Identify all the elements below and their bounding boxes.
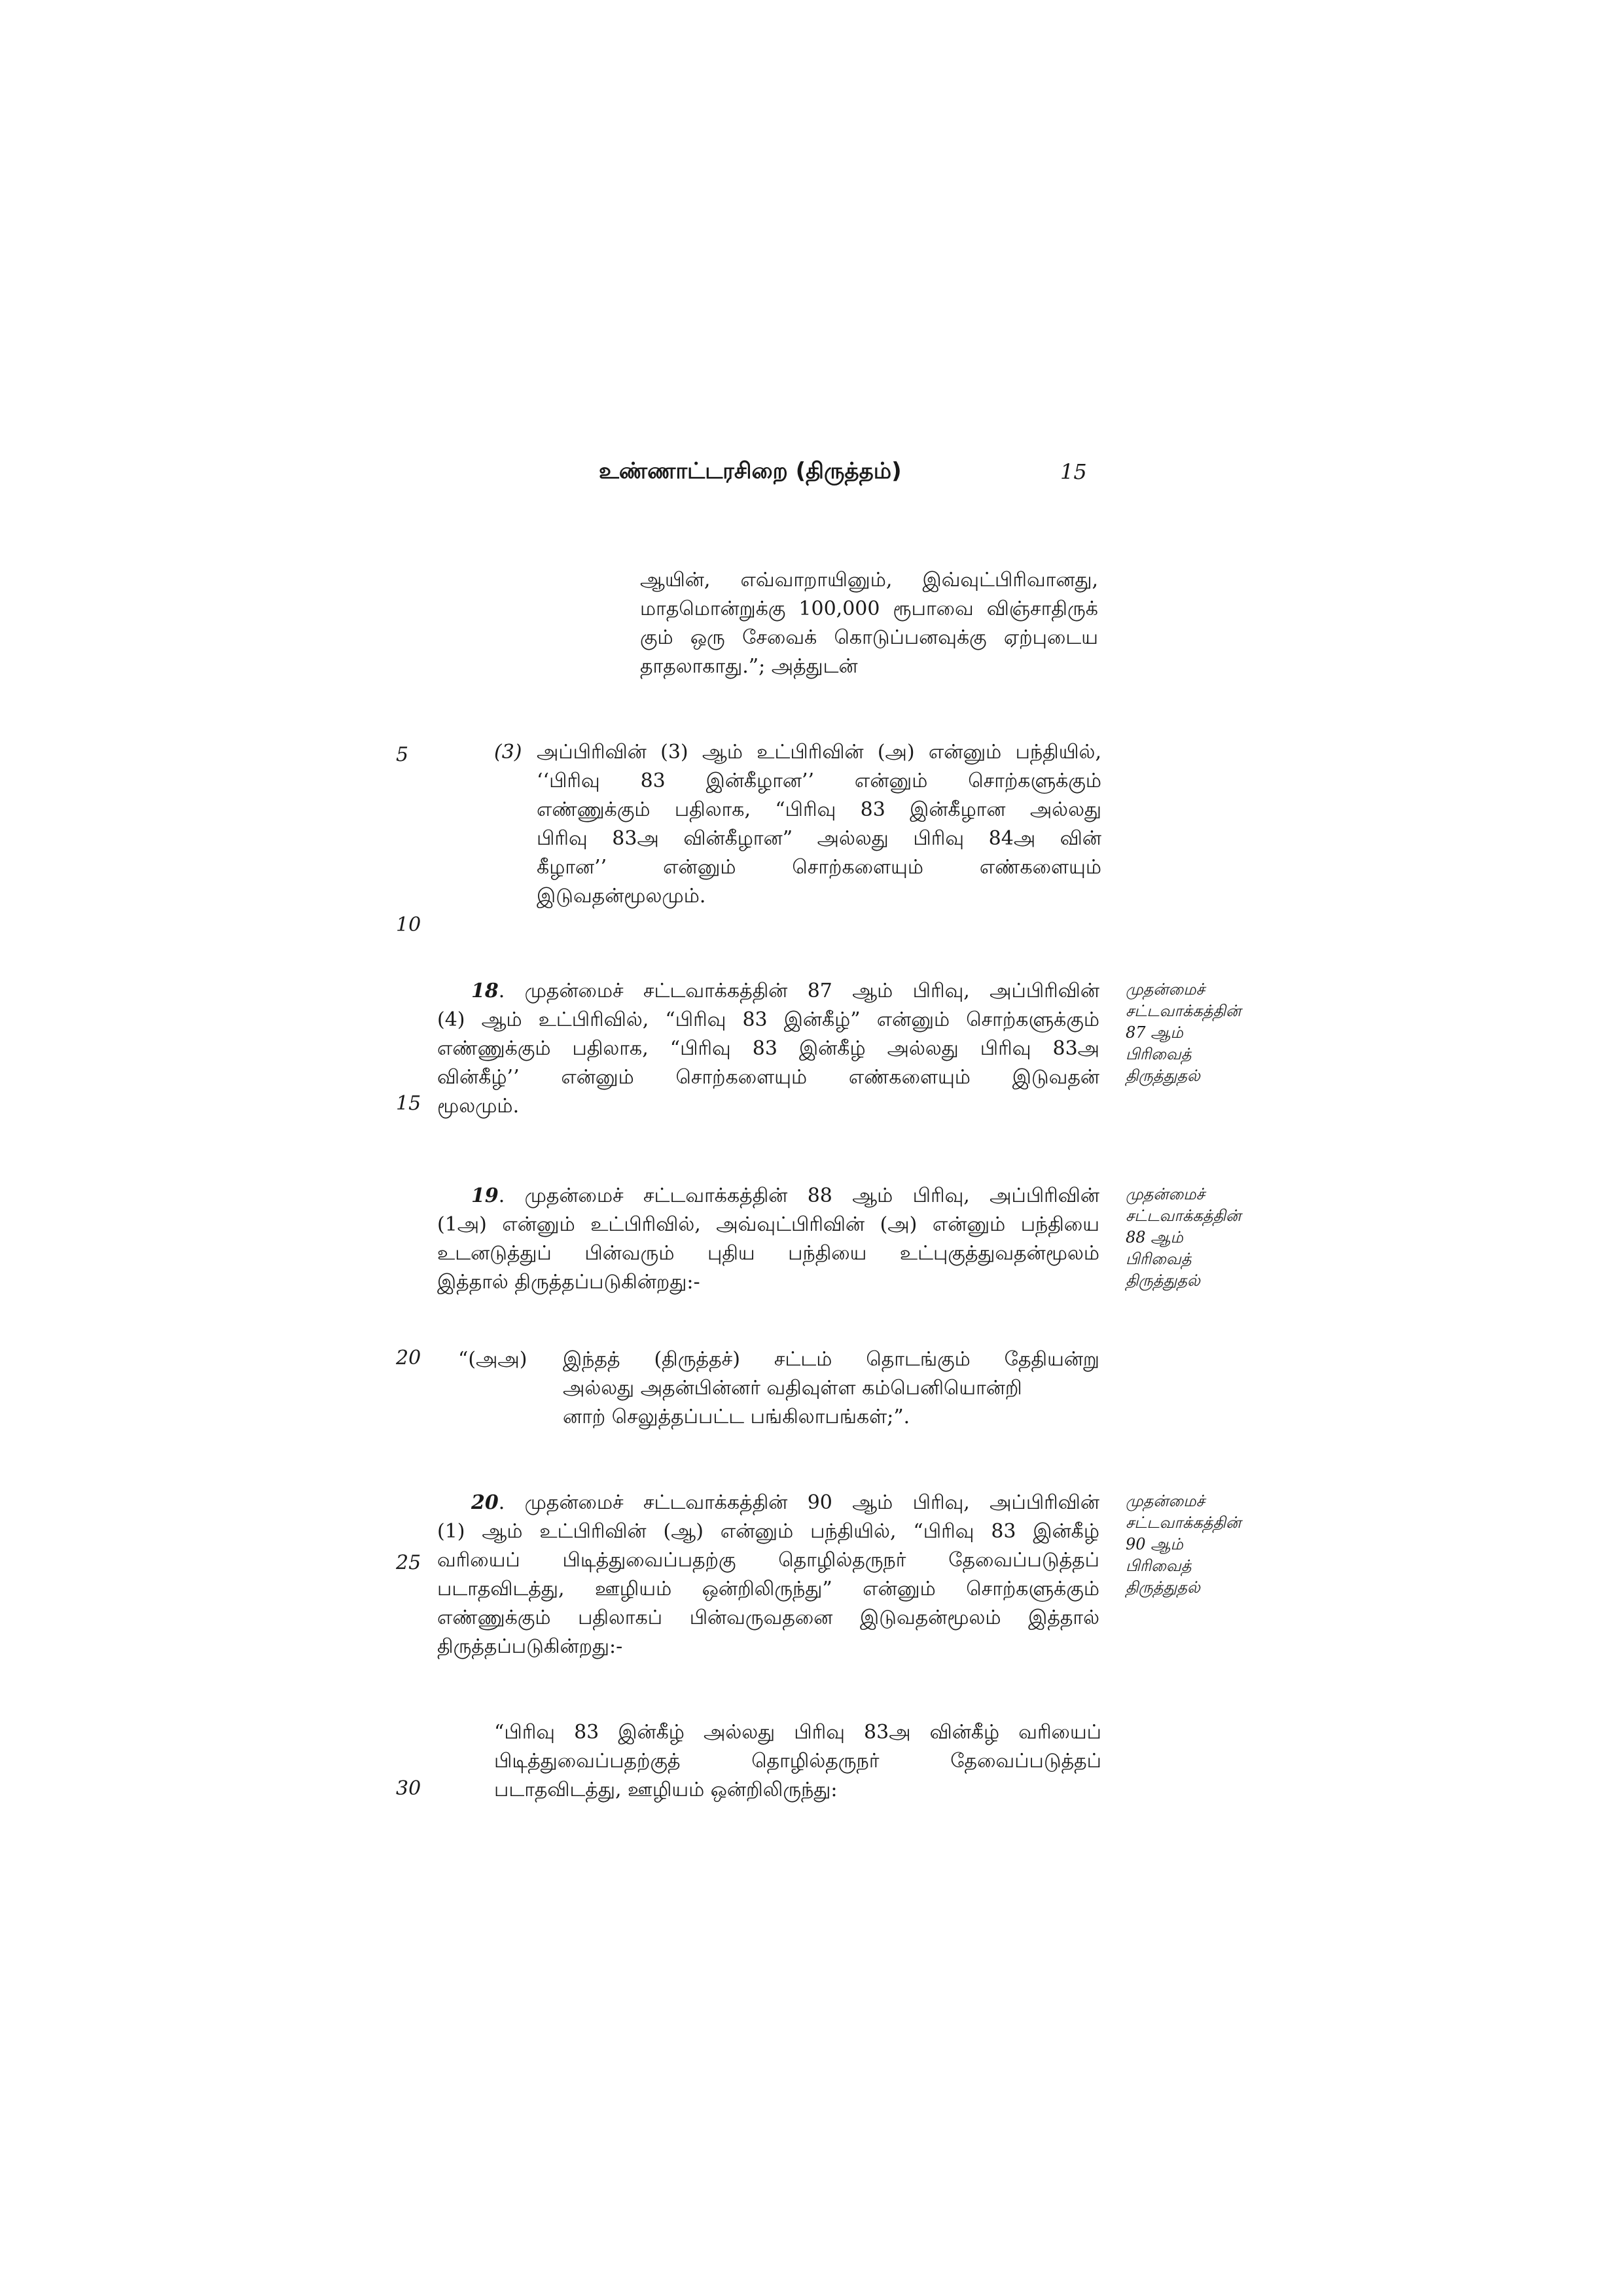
margin-note-20: [1126, 1491, 1270, 1598]
subsection-number: (3): [494, 741, 522, 764]
text-line: பிரிவு 83அ வின்கீழான” அல்லது பிரிவு 84அ வின்: [537, 827, 1101, 850]
paragraph-label: “(அஅ): [458, 1348, 527, 1371]
line-number: 15: [396, 1092, 421, 1115]
text-line: உடனடுத்துப் பின்வரும் புதிய பந்தியை உட்புகுத்துவதன்மூலம்: [437, 1242, 1099, 1265]
line-number: 5: [396, 743, 409, 766]
margin-note-line: முதன்மைச்: [1126, 980, 1205, 998]
margin-note-line: பிரிவைத்: [1126, 1045, 1192, 1063]
text-line: அப்பிரிவின் (3) ஆம் உட்பிரிவின் (அ) என்னும் பந்தியில்,: [537, 741, 1101, 764]
text-line: கீழான’’ என்னும் சொற்களையும் எண்களையும்: [537, 856, 1101, 879]
line-number: 30: [396, 1777, 421, 1800]
text-line: னாற் செலுத்தப்பட்ட பங்கிலாபங்கள்;”.: [563, 1405, 910, 1428]
text-line: ஆயின், எவ்வாறாயினும், இவ்வுட்பிரிவானது,: [640, 569, 1098, 592]
text-line: தாதலாகாது.”; அத்துடன்: [640, 655, 858, 678]
line-number: 20: [396, 1347, 421, 1369]
margin-note-line: 88 ஆம்: [1126, 1228, 1183, 1246]
margin-note-line: சட்டவாக்கத்தின்: [1126, 1207, 1241, 1225]
margin-note-line: 87 ஆம்: [1126, 1023, 1183, 1042]
text-line: அல்லது அதன்பின்னர் வதிவுள்ள கம்பெனியொன்றி: [563, 1377, 1022, 1400]
line-number: 10: [396, 913, 421, 936]
text-line: வரியைப் பிடித்துவைப்பதற்கு தொழில்தருநர் தேவைப்படுத்தப்: [437, 1549, 1099, 1572]
margin-note-line: திருத்துதல்: [1126, 1271, 1200, 1290]
text-line: கும் ஒரு சேவைக் கொடுப்பனவுக்கு ஏற்புடைய: [640, 626, 1098, 649]
margin-note-line: திருத்துதல்: [1126, 1578, 1200, 1597]
inserted-words-20: [494, 1718, 1101, 1805]
text-line: எண்ணுக்கும் பதிலாகப் பின்வருவதனை இடுவதன்மூலம் இத்தால்: [437, 1606, 1099, 1629]
text-line: (4) ஆம் உட்பிரிவில், “பிரிவு 83 இன்கீழ்” என்னும் சொற்களுக்கும்: [437, 1008, 1099, 1031]
margin-note-line: சட்டவாக்கத்தின்: [1126, 1002, 1241, 1020]
margin-note-line: பிரிவைத்: [1126, 1557, 1192, 1575]
text-line: [437, 1182, 1099, 1210]
margin-note-line: முதன்மைச்: [1126, 1492, 1205, 1510]
text-line: ‘‘பிரிவு 83 இன்கீழான’’ என்னும் சொற்களுக்கும்: [537, 769, 1101, 792]
text-line-body: . முதன்மைச் சட்டவாக்கத்தின் 90 ஆம் பிரிவு, அப்பிரிவின்: [498, 1491, 1099, 1514]
inserted-paragraph-aa: [458, 1345, 1099, 1437]
margin-note-19: [1126, 1184, 1270, 1292]
text-line: (1) ஆம் உட்பிரிவின் (ஆ) என்னும் பந்தியில், “பிரிவு 83 இன்கீழ்: [437, 1520, 1099, 1543]
section-18: [437, 977, 1099, 1121]
text-line: மாதமொன்றுக்கு 100,000 ரூபாவை விஞ்சாதிருக்: [640, 597, 1098, 620]
text-line: இந்தத் (திருத்தச்) சட்டம் தொடங்கும் தேதியன்று: [563, 1348, 1099, 1371]
page-number: 15: [1060, 459, 1087, 484]
text-line: வின்கீழ்’’ என்னும் சொற்களையும் எண்களையும் இடுவதன்: [437, 1066, 1099, 1089]
section-20: [437, 1489, 1099, 1661]
text-line: இடுவதன்மூலமும்.: [537, 885, 706, 908]
text-line: மூலமும்.: [437, 1095, 520, 1118]
section-number: 18: [471, 980, 499, 1002]
paragraph-text: [563, 1345, 1099, 1432]
subsection-text: [537, 738, 1101, 911]
text-line: [437, 1489, 1099, 1517]
text-line: எண்ணுக்கும் பதிலாக, “பிரிவு 83 இன்கீழ் அல்லது பிரிவு 83அ: [437, 1037, 1099, 1060]
text-line-body: . முதன்மைச் சட்டவாக்கத்தின் 87 ஆம் பிரிவு, அப்பிரிவின்: [498, 980, 1099, 1002]
subsection-3: [494, 738, 1101, 934]
text-line: (1அ) என்னும் உட்பிரிவில், அவ்வுட்பிரிவின் (அ) என்னும் பந்தியை: [437, 1213, 1099, 1236]
text-line: படாதவிடத்து, ஊழியம் ஒன்றிலிருந்து” என்னும் சொற்களுக்கும்: [437, 1578, 1099, 1600]
text-line: பிடித்துவைப்பதற்குத் தொழில்தருநர் தேவைப்படுத்தப்: [494, 1750, 1101, 1773]
text-line: எண்ணுக்கும் பதிலாக, “பிரிவு 83 இன்கீழான அல்லது: [537, 798, 1101, 821]
section-number: 19: [471, 1184, 499, 1207]
text-line: திருத்தப்படுகின்றது:-: [437, 1635, 623, 1658]
margin-note-line: சட்டவாக்கத்தின்: [1126, 1513, 1241, 1532]
running-header-title: உண்ணாட்டரசிறை (திருத்தம்): [599, 458, 902, 484]
margin-note-line: பிரிவைத்: [1126, 1250, 1192, 1268]
text-line: [437, 977, 1099, 1006]
text-line: “பிரிவு 83 இன்கீழ் அல்லது பிரிவு 83அ வின்கீழ் வரியைப்: [494, 1721, 1101, 1744]
margin-note-18: [1126, 979, 1270, 1087]
margin-note-line: முதன்மைச்: [1126, 1185, 1205, 1203]
section-number: 20: [471, 1491, 499, 1514]
text-line: இத்தால் திருத்தப்படுகின்றது:-: [437, 1271, 700, 1294]
margin-note-line: திருத்துதல்: [1126, 1067, 1200, 1085]
text-line: படாதவிடத்து, ஊழியம் ஒன்றிலிருந்து:: [494, 1778, 838, 1801]
line-number: 25: [396, 1551, 421, 1574]
proviso-continuation: [640, 566, 1098, 681]
text-line-body: . முதன்மைச் சட்டவாக்கத்தின் 88 ஆம் பிரிவு, அப்பிரிவின்: [498, 1184, 1099, 1207]
section-19: [437, 1182, 1099, 1297]
margin-note-line: 90 ஆம்: [1126, 1535, 1183, 1553]
